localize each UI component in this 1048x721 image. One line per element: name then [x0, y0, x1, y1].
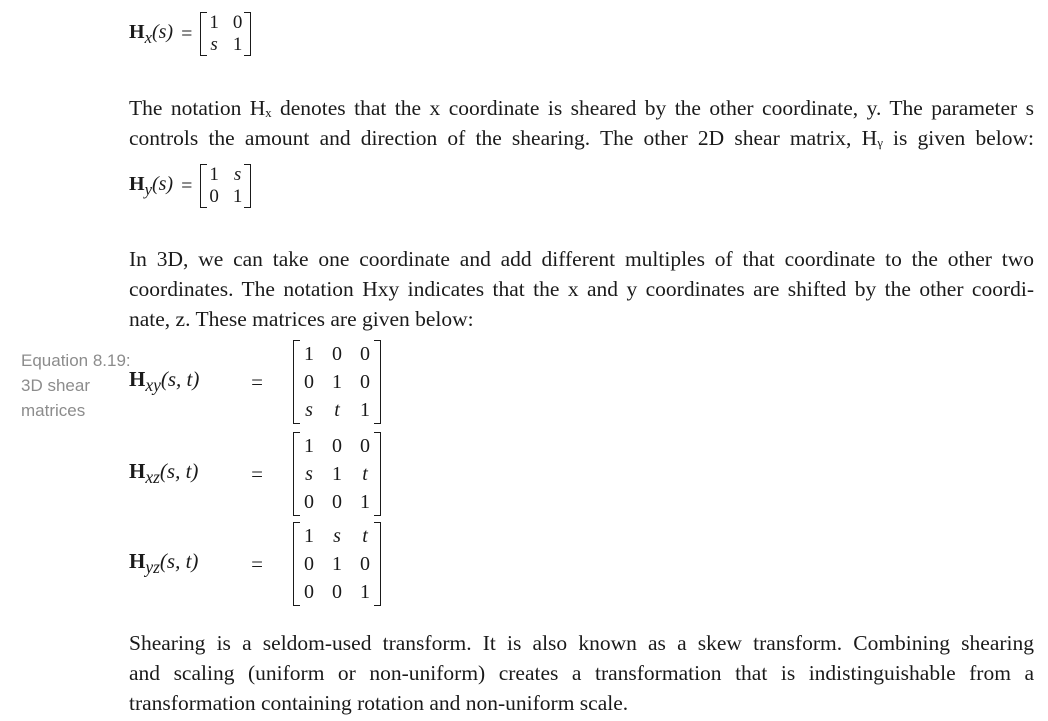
matrix-cell: 0 [360, 371, 370, 393]
matrix-cell: s [210, 34, 218, 55]
paragraph-line: transformation containing rotation and non-uniform scale. [129, 691, 629, 715]
equation-hy: $H_y(s)$ = 1 s 0 1 [129, 164, 249, 208]
matrix-cell: 1 [304, 343, 314, 365]
matrix-cell: 1 [332, 463, 342, 485]
matrix-cell: 0 [332, 435, 342, 457]
paragraph-line: In 3D, we can take one coordinate and add different multiples of that coordinate to the other two [129, 247, 1034, 271]
paragraph-line: nate, z. These matrices are given below: [129, 307, 474, 331]
paragraph-line: coordinates. The notation Hxy indicates that the x and y coordinates are shifted by the other coordi- [129, 277, 1034, 301]
matrix-cell: s [305, 399, 313, 421]
paragraph-skew [129, 628, 1034, 718]
matrix-cell: 0 [360, 553, 370, 575]
equation-lhs: $H_{xy}(s$, t) [129, 367, 200, 396]
equation-label-line: matrices [21, 401, 86, 420]
matrix-cell: 0 [304, 581, 314, 603]
equation-lhs: $H_{xz}(s$, t) [129, 459, 199, 488]
matrix-cell: 0 [360, 435, 370, 457]
matrix-3x3 [295, 432, 379, 516]
equation-hxy: $H_{xy}(s$, t) = 1 0 0 0 1 0 s t 1 [129, 340, 379, 424]
matrix-cell: 0 [332, 491, 342, 513]
paragraph-2d-shear [129, 93, 1034, 153]
matrix-2x2 [202, 12, 249, 56]
equation-label-line: 3D shear [21, 376, 90, 395]
matrix-cell: 1 [209, 12, 219, 33]
matrix-cell: 0 [232, 12, 243, 33]
equation-label-line: Equation 8.19: [21, 351, 131, 370]
matrix-cell: s [305, 463, 313, 485]
matrix-cell: 1 [332, 371, 342, 393]
matrix-cell: 1 [360, 399, 370, 421]
paragraph-line: Shearing is a seldom-used transform. It is also known as a skew transform. Combining shearing [129, 631, 1034, 655]
equation-label [21, 348, 131, 423]
paragraph-line: and scaling (uniform or non-uniform) creates a transformation that is indistinguishable from a [129, 661, 1034, 685]
matrix-2x2 [202, 164, 249, 208]
equation-hx: $H_x(s)$ = 1 0 s 1 [129, 12, 249, 56]
matrix-cell: 1 [209, 164, 219, 185]
matrix-3x3 [295, 522, 379, 606]
equation-hyz: $H_{yz}(s$, t) = 1 s t 0 1 0 0 0 1 [129, 522, 379, 606]
matrix-cell: 1 [232, 34, 243, 55]
matrix-cell: 0 [360, 343, 370, 365]
paragraph-line: The notation Hₓ denotes that the x coordinate is sheared by the other coordinate, y. The parameter s [129, 96, 1034, 120]
matrix-cell: 1 [360, 581, 370, 603]
matrix-cell: 0 [304, 491, 314, 513]
matrix-cell: 0 [332, 343, 342, 365]
matrix-cell: 0 [304, 553, 314, 575]
equation-hxz: $H_{xz}(s$, t) = 1 0 0 s 1 t 0 0 1 [129, 432, 379, 516]
matrix-cell: 0 [332, 581, 342, 603]
matrix-cell: 1 [232, 186, 243, 207]
paragraph-3d-shear [129, 244, 1034, 334]
matrix-cell: s [233, 164, 242, 185]
matrix-cell: t [334, 399, 340, 421]
matrix-cell: 0 [209, 186, 219, 207]
matrix-cell: 1 [332, 553, 342, 575]
matrix-cell: t [362, 525, 368, 547]
equation-lhs: $H_{yz}(s$, t) [129, 549, 199, 578]
matrix-cell: 1 [360, 491, 370, 513]
matrix-cell: t [362, 463, 368, 485]
equation-lhs: $H_y(s)$ [129, 172, 174, 199]
equation-lhs: $H_x(s)$ [129, 20, 174, 47]
matrix-cell: s [333, 525, 341, 547]
matrix-cell: 0 [304, 371, 314, 393]
matrix-3x3 [295, 340, 379, 424]
matrix-cell: 1 [304, 525, 314, 547]
matrix-cell: 1 [304, 435, 314, 457]
paragraph-line: controls the amount and direction of the shearing. The other 2D shear matrix, Hᵧ is given below: [129, 126, 1034, 150]
